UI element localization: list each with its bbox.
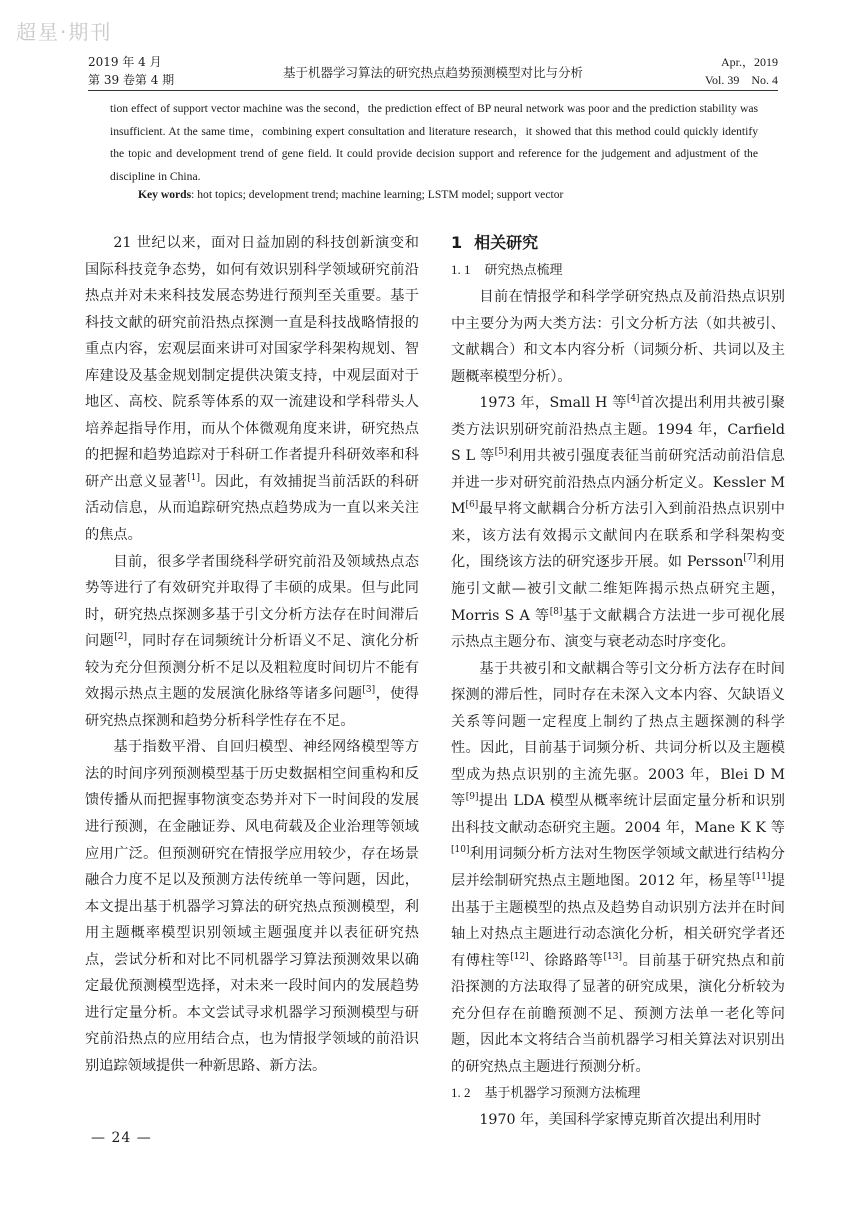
paragraph-ml-1: 1970 年，美国科学家博克斯首次提出利用时 [479, 1112, 762, 1129]
citation-ref: [13] [603, 951, 622, 962]
text: 。目前基于研究热点和前沿探测的方法取得了显著的研究成果，演化分析较为充分但存在前瞻预测不足、预测方法单一老化等问题，因此本文将结合当前机器学习相关算法对识别出的研究热点主题进行预测分析。 [451, 952, 785, 1075]
text: 利用施引文献—被引文献二维矩阵揭示热点研究主题，Morris S A 等 [451, 554, 785, 624]
header-issue-en [705, 53, 778, 89]
subsection-heading-1 [451, 257, 785, 284]
text: 最早将文献耦合分析方法引入到前沿热点识别中来，该方法有效揭示文献间内在联系和学科架构变化，围绕该方法的研究逐步开展。如 Persson [451, 501, 785, 571]
keywords-label: Key words [138, 188, 192, 201]
citation-ref: [9] [465, 792, 479, 803]
text: 提出 LDA 模型从概率统计层面定量分析和识别出科技文献动态研究主题。2004 年，Mane K K 等 [451, 793, 785, 836]
header-date: 2019 年 4 月 [88, 55, 162, 69]
text: 基于文献耦合方法进一步可视化展示热点主题分布、演变与衰老动态时序变化。 [451, 607, 785, 651]
citation-ref: [12] [510, 951, 529, 962]
citation-ref: [1] [187, 472, 200, 483]
citation-ref: [8] [549, 606, 563, 617]
text: 基于共被引和文献耦合等引文分析方法存在时间探测的滞后性，同时存在未深入文本内容、欠缺语义关系等问题一定程度上制约了热点主题探测的科学性。因此，目前基于词频分析、共词分析以及主题模型成为热点识别的主流先驱。2003 年，Blei D M 等 [451, 660, 785, 810]
text: 1973 年，Small H 等 [479, 395, 627, 412]
text: 首次提出利用共被引聚类方法识别研究前沿热点主题。1994 年，Carfield S L 等 [451, 395, 785, 465]
text: 提出基于主题模型的热点及趋势自动识别方法并在时间轴上对热点主题进行动态演化分析，相关研究学者还有傅柱等 [451, 873, 785, 969]
keywords-list: : hot topics; development trend; machine learning; LSTM model; support vector [191, 188, 564, 201]
paragraph-intro-3: 基于指数平滑、自回归模型、神经网络模型等方法的时间序列预测模型基于历史数据相空间重构和反馈传播从而把握事物演变态势并对下一时间段的发展进行预测，在金融证券、风电荷载及企业治理等领域应用广泛。但预测研究在情报学应用较少，存在场景融合力度不足以及预测方法传统单一等问题，因此，本文提出基于机器学习算法的研究热点预测模型，利用主题概率模型识别领域主题强度并以表征研究热点，尝试分析和对比不同机器学习算法预测效果以确定最优预测模型选择，对未来一段时间内的发展趋势进行定量分析。本文尝试寻求机器学习预测模型与研究前沿热点的应用结合点，也为情报学领域的前沿识别追踪领域提供一种新思路、新方法。 [85, 739, 419, 1074]
text: 、徐路路等 [528, 952, 604, 969]
paragraph-intro-2 [85, 549, 419, 735]
section-title: 相关研究 [474, 233, 539, 252]
page-number: — 24 — [91, 1130, 152, 1146]
citation-ref: [7] [743, 553, 757, 564]
text: ，使得研究热点探测和趋势分析科学性存在不足。 [85, 686, 419, 729]
section-heading [451, 230, 785, 256]
header-volume: 第 39 卷第 4 期 [88, 73, 175, 87]
citation-ref: [11] [752, 872, 771, 883]
subsection-number: 1. 1 [451, 262, 471, 277]
citation-ref: [3] [362, 685, 376, 696]
keywords [138, 184, 758, 206]
citation-ref: [2] [114, 632, 127, 643]
paragraph-related-3 [451, 656, 785, 1081]
text: 利用共被引强度表征当前研究活动前沿信息并进一步对研究前沿热点内涵分析定义。Kessler M M [451, 448, 785, 518]
paragraph-intro-1 [85, 230, 419, 549]
paragraph-related-1: 目前在情报学和科学学研究热点及前沿热点识别中主要分为两大类方法：引文分析方法（如共被引、文献耦合）和文本内容分析（词频分析、共词以及主题概率模型分析）。 [451, 289, 785, 385]
subsection-number: 1. 2 [451, 1085, 471, 1101]
running-header [88, 50, 778, 91]
text: 。因此，有效捕捉当前活跃的科研活动信息，从而追踪研究热点趋势成为一直以来关注的焦点。 [85, 473, 419, 544]
paragraph-related-2 [451, 390, 785, 655]
left-column [85, 230, 419, 1080]
header-date-en: Apr.，2019 [720, 55, 778, 69]
header-title: 基于机器学习算法的研究热点趋势预测模型对比与分析 [282, 65, 583, 80]
watermark: 超星·期刊 [16, 20, 113, 44]
citation-ref: [10] [451, 845, 470, 856]
text: 利用词频分析方法对生物医学领域文献进行结构分层并绘制研究热点主题地图。2012 年，杨星等 [451, 846, 785, 890]
right-column [451, 230, 785, 1134]
subsection-title: 研究热点梳理 [484, 263, 563, 278]
abstract-text: tion effect of support vector machine was the second，the prediction effect of BP neural network was poor and the prediction stability was insufficient. At the same time，combining expert consultation and literature research，it showed that this method could quickly identify the topic and development trend of gene field. It could provide decision support and reference for the judgement and adjustment of the discipline in China. [110, 102, 758, 183]
abstract-en [110, 98, 758, 188]
subsection-title: 基于机器学习预测方法梳理 [484, 1086, 641, 1102]
text: 目前，很多学者围绕科学研究前沿及领域热点态势等进行了有效研究并取得了丰硕的成果。但与此同时，研究热点探测多基于引文分析方法存在时间滞后问题 [85, 553, 419, 650]
citation-ref: [6] [465, 500, 479, 511]
section-number: 1 [451, 233, 463, 252]
text: 21 世纪以来，面对日益加剧的科技创新演变和国际科技竞争态势，如何有效识别科学领域研究前沿热点并对未来科技发展态势进行预判至关重要。基于科技文献的研究前沿热点探测一直是科技战略情报的重点内容，宏观层面来讲可对国家学科架构规划、智库建设及基金规划制定提供决策支持，中观层面对于地区、高校、院系等体系的双一流建设和学科带头人培养起指导作用，而从个体微观角度来讲，研究热点的把握和趋势追踪对于科研工作者提升科研效率和科研产出意义显著 [85, 235, 419, 490]
text: ，同时存在词频统计分析语义不足、演化分析较为充分但预测分析不足以及粗粒度时间切片不能有效揭示热点主题的发展演化脉络等诸多问题 [85, 633, 419, 703]
header-volume-en: Vol. 39 No. 4 [704, 73, 778, 87]
citation-ref: [4] [626, 394, 640, 405]
citation-ref: [5] [494, 447, 508, 458]
subsection-heading-2 [451, 1080, 785, 1107]
